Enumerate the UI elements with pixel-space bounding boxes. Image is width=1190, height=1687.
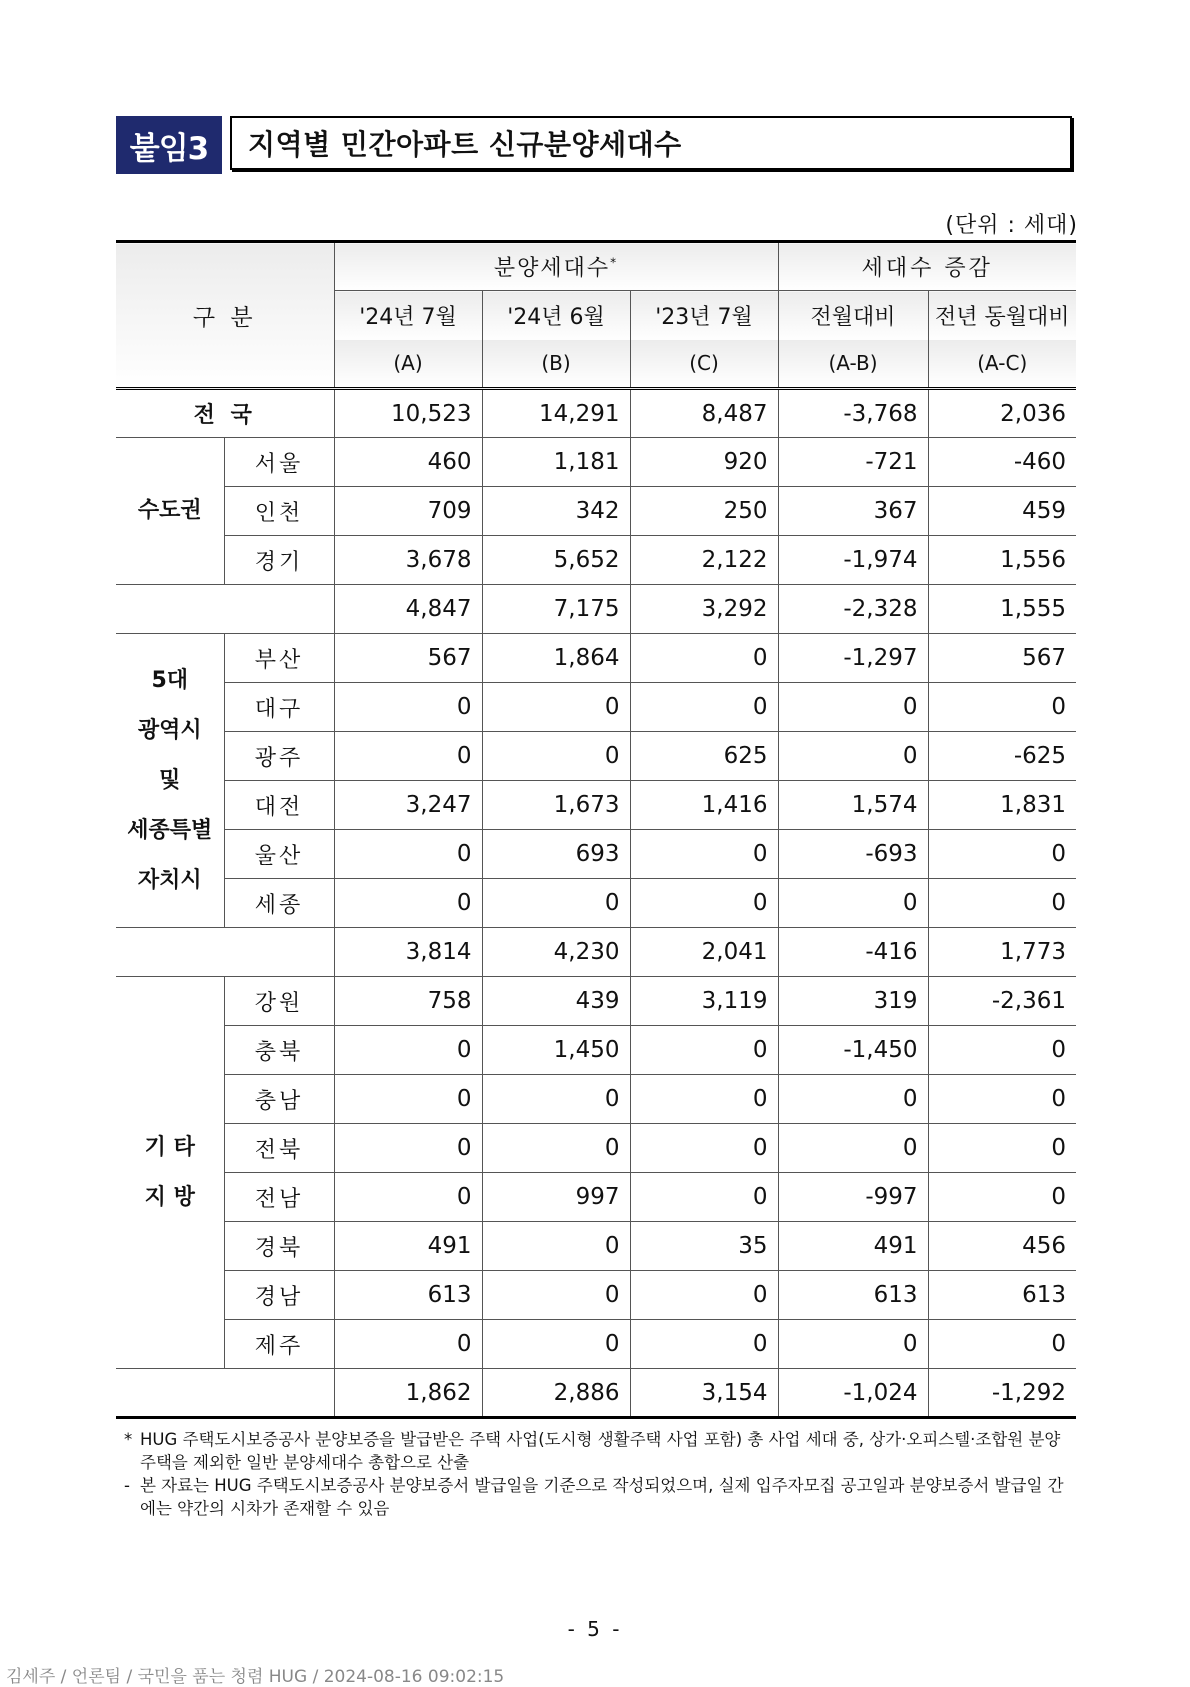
region-label: 경기: [224, 536, 334, 585]
value-cell: 1,555: [928, 585, 1076, 634]
value-cell: 0: [630, 1026, 778, 1075]
region-label: 경북: [224, 1222, 334, 1271]
section-label-line: 기 타: [144, 1134, 195, 1160]
region-label: 부산: [224, 634, 334, 683]
value-cell: 0: [630, 1320, 778, 1369]
value-cell: 0: [482, 1124, 630, 1173]
unit-label: (단위 : 세대): [945, 213, 1078, 238]
value-cell: 613: [778, 1271, 928, 1320]
value-cell: 0: [630, 1173, 778, 1222]
value-cell: -416: [778, 928, 928, 977]
value-cell: 3,678: [334, 536, 482, 585]
column-header-label: 전월대비: [778, 291, 928, 340]
value-cell: 367: [778, 487, 928, 536]
subtotal-label-cell: [116, 585, 334, 634]
value-cell: 2,036: [928, 389, 1076, 438]
subtotal-label-cell: [116, 928, 334, 977]
value-cell: 1,556: [928, 536, 1076, 585]
section-label-line: 자치시: [137, 867, 202, 893]
value-cell: 0: [334, 1124, 482, 1173]
value-cell: 491: [334, 1222, 482, 1271]
value-cell: 0: [928, 683, 1076, 732]
value-cell: 0: [630, 634, 778, 683]
value-cell: 491: [778, 1222, 928, 1271]
value-cell: 2,886: [482, 1369, 630, 1418]
title-bar: [116, 116, 1076, 174]
section-label-line: 및: [159, 767, 181, 793]
table-row: [116, 438, 1076, 487]
header-group-change: 세대수 증감: [778, 242, 1076, 291]
value-cell: -721: [778, 438, 928, 487]
value-cell: 0: [778, 732, 928, 781]
value-cell: 0: [928, 1124, 1076, 1173]
value-cell: 0: [928, 1173, 1076, 1222]
value-cell: 10,523: [334, 389, 482, 438]
value-cell: 3,247: [334, 781, 482, 830]
footnote-text: HUG 주택도시보증공사 분양보증을 발급받은 주택 사업(도시형 생활주택 사업 포함) 총 사업 세대 중, 상가·오피스텔·조합원 분양 주택을 제외한 일반 분양세대수 총합으로 산출: [140, 1430, 1061, 1472]
value-cell: 0: [778, 683, 928, 732]
value-cell: -625: [928, 732, 1076, 781]
value-cell: 4,847: [334, 585, 482, 634]
value-cell: 997: [482, 1173, 630, 1222]
value-cell: 625: [630, 732, 778, 781]
value-cell: 0: [630, 830, 778, 879]
table-row: [116, 683, 1076, 732]
value-cell: 0: [334, 879, 482, 928]
value-cell: 0: [928, 879, 1076, 928]
table-row: [116, 1271, 1076, 1320]
value-cell: 8,487: [630, 389, 778, 438]
table-row: [116, 732, 1076, 781]
region-label: 세종: [224, 879, 334, 928]
table-row: [116, 977, 1076, 1026]
region-label: 서울: [224, 438, 334, 487]
value-cell: 1,864: [482, 634, 630, 683]
value-cell: 319: [778, 977, 928, 1026]
value-cell: 460: [334, 438, 482, 487]
table-row-subtotal: [116, 585, 1076, 634]
value-cell: 0: [778, 879, 928, 928]
value-cell: 0: [334, 1075, 482, 1124]
value-cell: 0: [630, 1271, 778, 1320]
value-cell: 0: [482, 879, 630, 928]
region-label: 대전: [224, 781, 334, 830]
value-cell: 250: [630, 487, 778, 536]
region-label: 전북: [224, 1124, 334, 1173]
value-cell: 14,291: [482, 389, 630, 438]
header-group-supply-label: 분양세대수: [493, 256, 611, 281]
value-cell: 3,814: [334, 928, 482, 977]
region-label: 광주: [224, 732, 334, 781]
region-label: 전남: [224, 1173, 334, 1222]
value-cell: 758: [334, 977, 482, 1026]
value-cell: 0: [334, 1026, 482, 1075]
value-cell: 0: [928, 1026, 1076, 1075]
value-cell: -1,974: [778, 536, 928, 585]
value-cell: -3,768: [778, 389, 928, 438]
column-header-sub: (B): [482, 340, 630, 389]
table-row: [116, 1222, 1076, 1271]
value-cell: 0: [482, 1320, 630, 1369]
value-cell: 0: [334, 1320, 482, 1369]
region-label: 충남: [224, 1075, 334, 1124]
section-label-line: 세종특별: [127, 817, 213, 843]
print-watermark: 김세주 / 언론팀 / 국민을 품는 청렴 HUG / 2024-08-16 09:02:15: [6, 1667, 505, 1687]
value-cell: 567: [334, 634, 482, 683]
value-cell: 0: [482, 1271, 630, 1320]
section-label: [116, 977, 224, 1369]
value-cell: 1,450: [482, 1026, 630, 1075]
value-cell: 342: [482, 487, 630, 536]
region-label: 인천: [224, 487, 334, 536]
column-header-label: '23년 7월: [630, 291, 778, 340]
value-cell: -1,292: [928, 1369, 1076, 1418]
value-cell: 0: [778, 1124, 928, 1173]
region-label: 충북: [224, 1026, 334, 1075]
value-cell: 0: [334, 683, 482, 732]
table-row: [116, 830, 1076, 879]
value-cell: 0: [482, 1075, 630, 1124]
section-label-line: 광역시: [137, 717, 202, 743]
header-category: [116, 242, 334, 389]
value-cell: 1,181: [482, 438, 630, 487]
value-cell: 456: [928, 1222, 1076, 1271]
value-cell: 709: [334, 487, 482, 536]
footnote: [124, 1474, 1074, 1520]
value-cell: 439: [482, 977, 630, 1026]
value-cell: -693: [778, 830, 928, 879]
column-header-sub: (C): [630, 340, 778, 389]
value-cell: 0: [928, 830, 1076, 879]
subtotal-label-cell: [116, 1369, 334, 1418]
value-cell: 0: [928, 1320, 1076, 1369]
table-row-national: [116, 389, 1076, 438]
footnotes: [124, 1428, 1074, 1520]
value-cell: 567: [928, 634, 1076, 683]
value-cell: 7,175: [482, 585, 630, 634]
footnote-marker: -: [124, 1476, 130, 1495]
value-cell: -997: [778, 1173, 928, 1222]
region-label: 제주: [224, 1320, 334, 1369]
footnote: [124, 1428, 1074, 1474]
value-cell: 3,154: [630, 1369, 778, 1418]
region-label: 강원: [224, 977, 334, 1026]
table-row: [116, 781, 1076, 830]
value-cell: 613: [334, 1271, 482, 1320]
column-header-label: '24년 7월: [334, 291, 482, 340]
column-header-sub: (A): [334, 340, 482, 389]
table-row: [116, 1026, 1076, 1075]
supply-table: [116, 240, 1076, 1419]
table-row: [116, 1124, 1076, 1173]
value-cell: 35: [630, 1222, 778, 1271]
value-cell: 0: [630, 1124, 778, 1173]
header-group-supply: [334, 242, 778, 291]
column-header-label: 전년 동월대비: [928, 291, 1076, 340]
value-cell: 0: [334, 732, 482, 781]
column-header-sub: (A-C): [928, 340, 1076, 389]
value-cell: 0: [482, 683, 630, 732]
attachment-badge: 붙임3: [116, 116, 222, 174]
section-label: [116, 438, 224, 585]
table-row: [116, 1173, 1076, 1222]
value-cell: -1,297: [778, 634, 928, 683]
value-cell: 1,862: [334, 1369, 482, 1418]
region-label: 울산: [224, 830, 334, 879]
value-cell: -2,328: [778, 585, 928, 634]
value-cell: -460: [928, 438, 1076, 487]
value-cell: 1,574: [778, 781, 928, 830]
value-cell: 1,773: [928, 928, 1076, 977]
value-cell: 459: [928, 487, 1076, 536]
header-category-label: 구 분: [192, 304, 257, 331]
document-title: 지역별 민간아파트 신규분양세대수: [230, 116, 1072, 170]
value-cell: 5,652: [482, 536, 630, 585]
value-cell: 0: [778, 1320, 928, 1369]
page-number: - 5 -: [567, 1617, 623, 1641]
value-cell: 1,831: [928, 781, 1076, 830]
value-cell: 0: [630, 1075, 778, 1124]
table-row-subtotal: [116, 928, 1076, 977]
section-label: [116, 634, 224, 928]
region-label: 대구: [224, 683, 334, 732]
value-cell: 1,673: [482, 781, 630, 830]
value-cell: 0: [778, 1075, 928, 1124]
column-header-label: '24년 6월: [482, 291, 630, 340]
value-cell: 2,122: [630, 536, 778, 585]
value-cell: 0: [334, 830, 482, 879]
table-row-subtotal: [116, 1369, 1076, 1418]
value-cell: -1,450: [778, 1026, 928, 1075]
column-header-sub: (A-B): [778, 340, 928, 389]
section-label-line: 5대: [151, 667, 189, 693]
national-label: 전 국: [116, 389, 334, 438]
table-row: [116, 879, 1076, 928]
table-row: [116, 1320, 1076, 1369]
section-label-line: 수도권: [137, 498, 202, 523]
table-row: [116, 1075, 1076, 1124]
value-cell: 3,292: [630, 585, 778, 634]
table-row: [116, 536, 1076, 585]
value-cell: 0: [928, 1075, 1076, 1124]
value-cell: -2,361: [928, 977, 1076, 1026]
header-group-supply-footnote-mark: *: [610, 255, 619, 270]
section-label-line: 지 방: [144, 1184, 195, 1210]
value-cell: -1,024: [778, 1369, 928, 1418]
footnote-text: 본 자료는 HUG 주택도시보증공사 분양보증서 발급일을 기준으로 작성되었으며, 실제 입주자모집 공고일과 분양보증서 발급일 간에는 약간의 시차가 존재할 수 있음: [140, 1476, 1064, 1518]
table-row: [116, 634, 1076, 683]
value-cell: 613: [928, 1271, 1076, 1320]
value-cell: 0: [630, 683, 778, 732]
value-cell: 1,416: [630, 781, 778, 830]
value-cell: 2,041: [630, 928, 778, 977]
value-cell: 0: [482, 732, 630, 781]
value-cell: 0: [482, 1222, 630, 1271]
value-cell: 920: [630, 438, 778, 487]
table-row: [116, 487, 1076, 536]
value-cell: 693: [482, 830, 630, 879]
value-cell: 0: [630, 879, 778, 928]
region-label: 경남: [224, 1271, 334, 1320]
footnote-marker: *: [124, 1430, 133, 1449]
value-cell: 0: [334, 1173, 482, 1222]
value-cell: 3,119: [630, 977, 778, 1026]
value-cell: 4,230: [482, 928, 630, 977]
